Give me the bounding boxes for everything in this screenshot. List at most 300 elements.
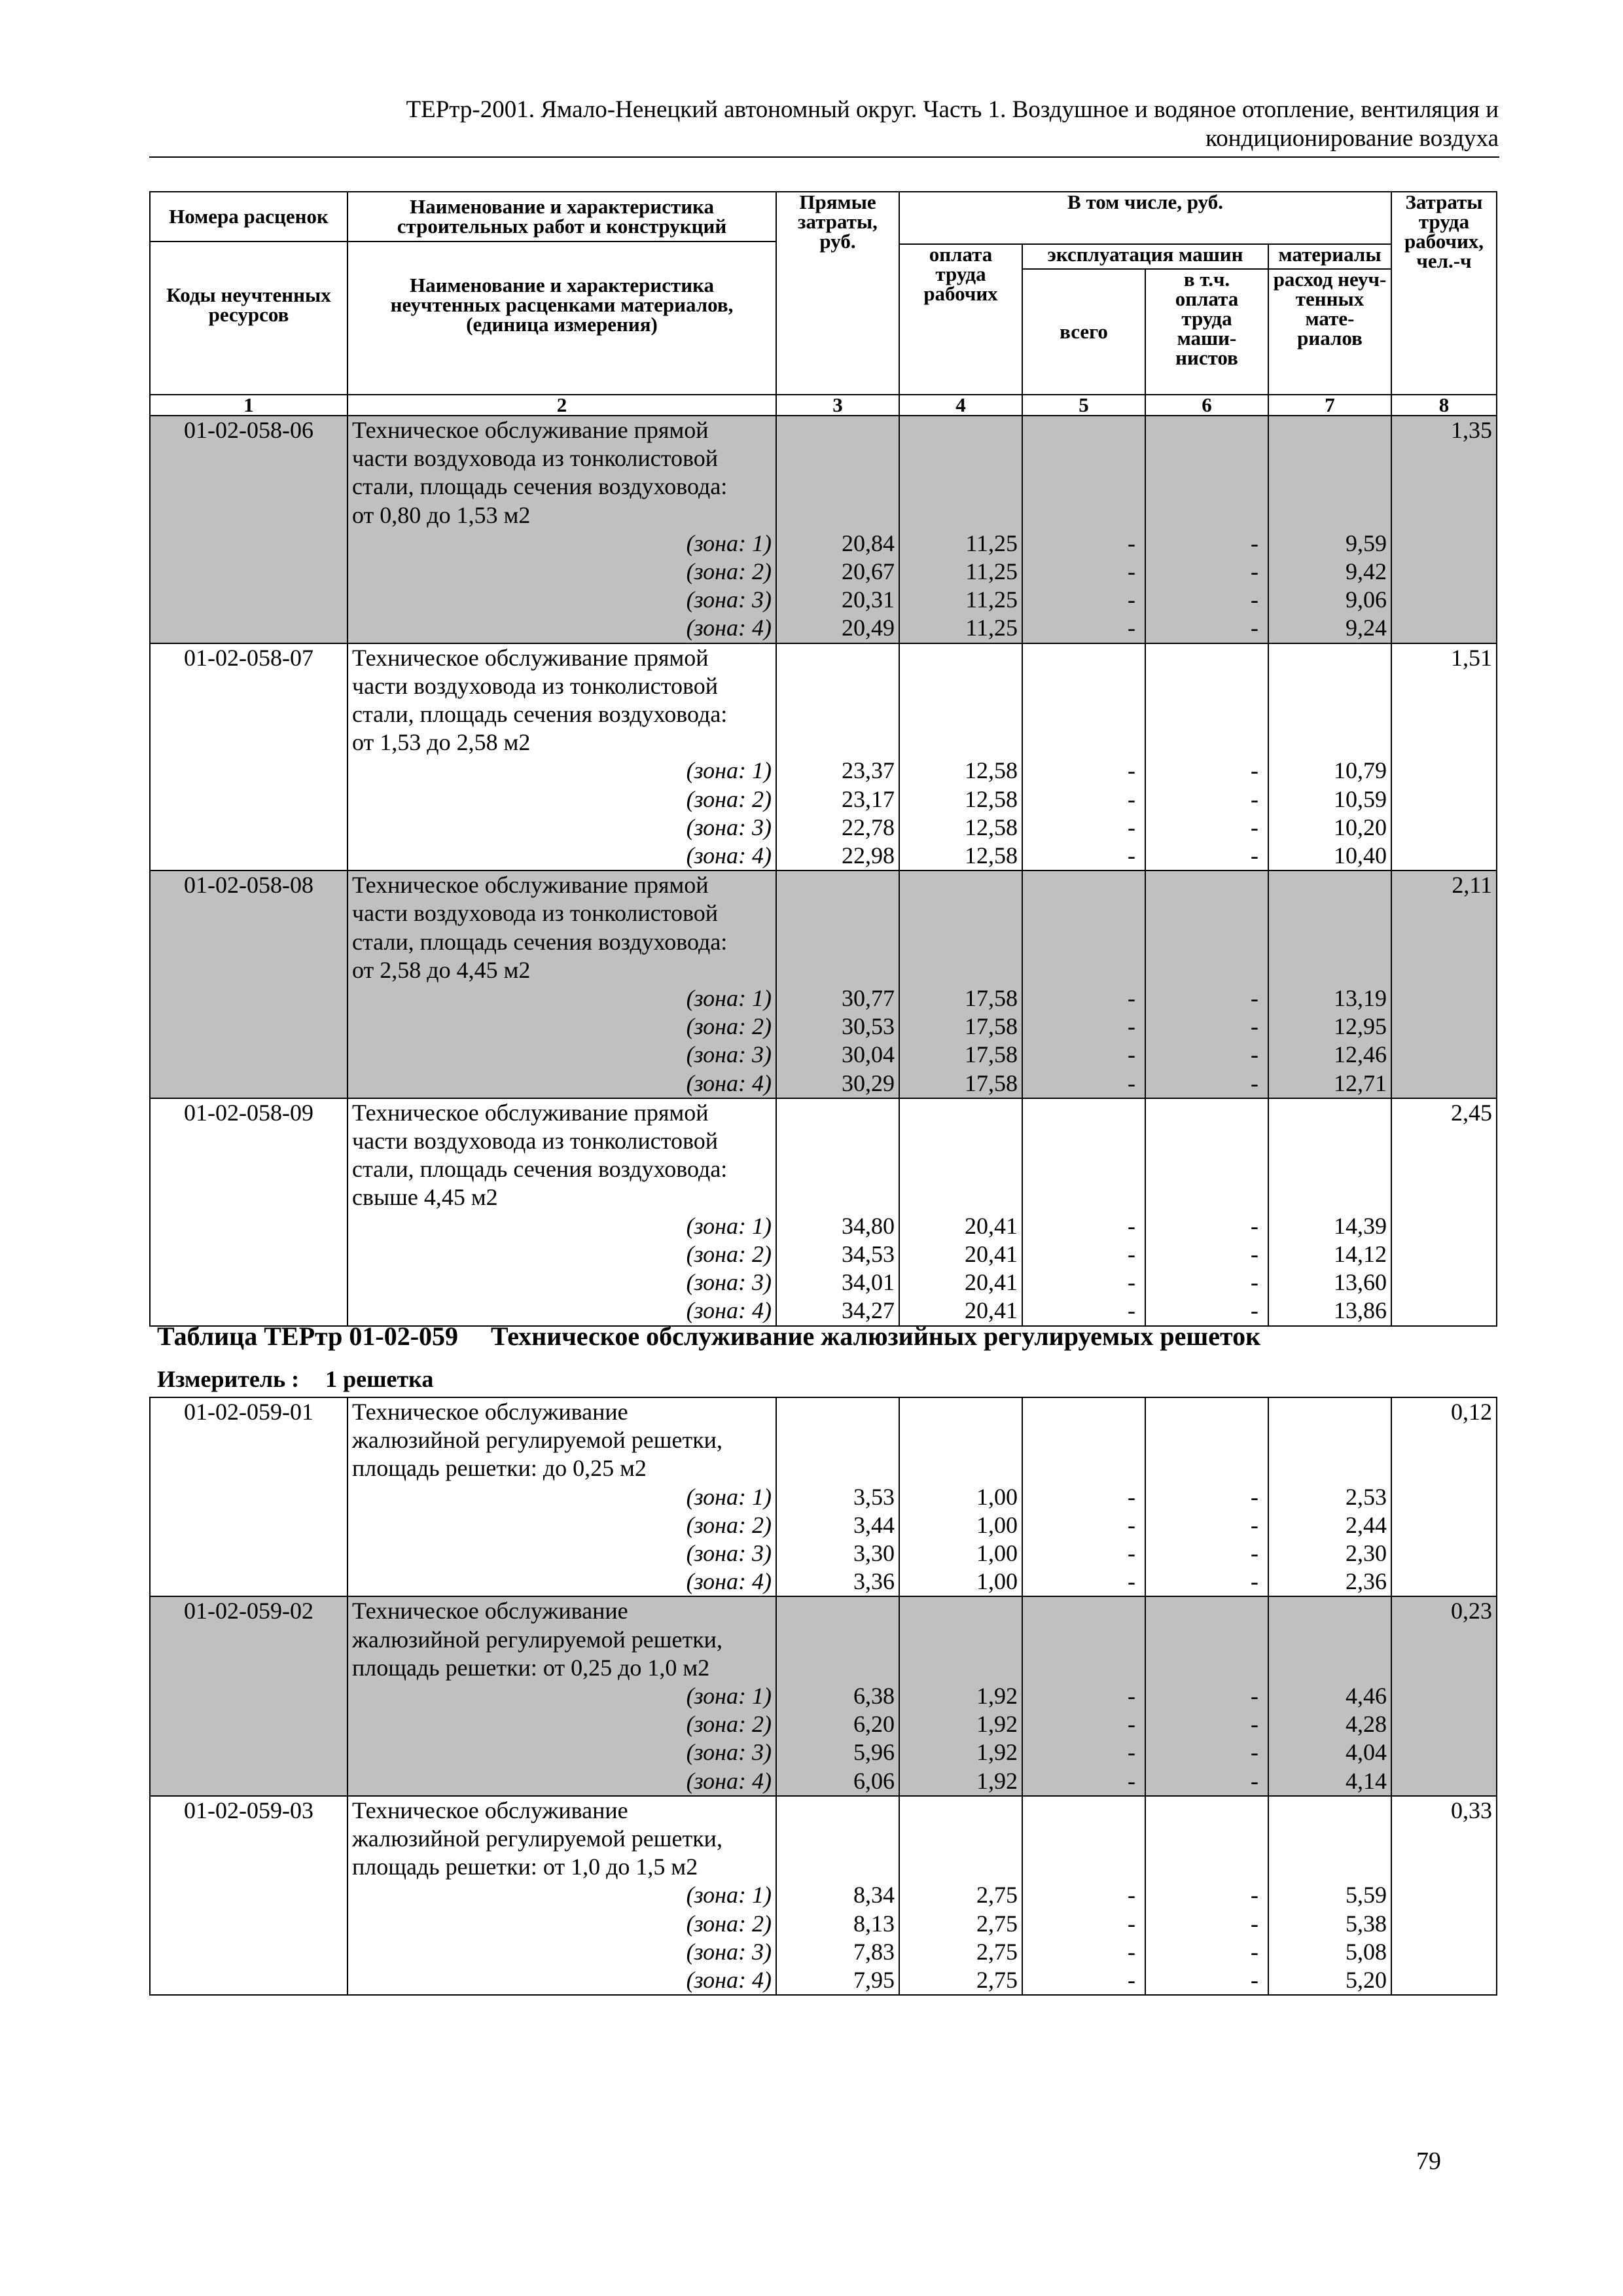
empty-cell <box>1391 814 1497 842</box>
zone-label: (зона: 4) <box>348 1297 776 1325</box>
materials-cost: 12,46 <box>1268 1041 1391 1069</box>
zone-label: (зона: 2) <box>348 1240 776 1268</box>
machines-total: - <box>1022 1511 1145 1539</box>
machines-total: - <box>1022 1738 1145 1767</box>
work-description: площадь решетки: до 0,25 м2 <box>348 1454 776 1482</box>
worker-pay: 11,25 <box>899 586 1022 614</box>
empty-cell <box>1268 672 1391 700</box>
empty-cell <box>776 1796 899 1825</box>
work-description: от 1,53 до 2,58 м2 <box>348 728 776 757</box>
zone-label: (зона: 2) <box>348 1511 776 1539</box>
direct-cost: 30,53 <box>776 1013 899 1041</box>
worker-pay: 17,58 <box>899 1013 1022 1041</box>
operator-pay: - <box>1145 529 1268 558</box>
empty-cell <box>776 501 899 529</box>
operator-pay: - <box>1145 1938 1268 1966</box>
table-row <box>150 586 1497 614</box>
empty-cell <box>150 928 348 956</box>
empty-cell <box>776 1626 899 1654</box>
col-header-work-name: Наименование и характеристика строительных работ и конструкций <box>348 192 776 242</box>
empty-cell <box>776 728 899 757</box>
empty-cell <box>150 1682 348 1710</box>
work-description: части воздуховода из тонколистовой <box>348 672 776 700</box>
machines-total: - <box>1022 1013 1145 1041</box>
empty-cell <box>1268 728 1391 757</box>
empty-cell <box>1391 586 1497 614</box>
empty-cell <box>1145 956 1268 984</box>
empty-cell <box>150 757 348 785</box>
empty-cell <box>1391 1483 1497 1511</box>
empty-cell <box>1391 728 1497 757</box>
empty-cell <box>1145 1098 1268 1127</box>
empty-cell <box>150 1853 348 1881</box>
empty-cell <box>1022 501 1145 529</box>
empty-cell <box>1391 1626 1497 1654</box>
col-header-including: В том числе, руб. <box>899 192 1391 244</box>
table-row <box>150 1098 1497 1127</box>
zone-label: (зона: 1) <box>348 529 776 558</box>
empty-cell <box>776 1397 899 1426</box>
empty-cell <box>776 416 899 444</box>
empty-cell <box>150 1212 348 1240</box>
empty-cell <box>1268 501 1391 529</box>
empty-cell <box>776 700 899 728</box>
empty-cell <box>1145 416 1268 444</box>
empty-cell <box>1022 870 1145 899</box>
table-row <box>150 984 1497 1013</box>
operator-pay: - <box>1145 1511 1268 1539</box>
materials-cost: 10,59 <box>1268 785 1391 814</box>
empty-cell <box>1391 1069 1497 1098</box>
empty-cell <box>776 928 899 956</box>
worker-pay: 11,25 <box>899 614 1022 643</box>
empty-cell <box>1391 1183 1497 1211</box>
direct-cost: 30,29 <box>776 1069 899 1098</box>
empty-cell <box>1391 1568 1497 1596</box>
table-row <box>150 473 1497 501</box>
table-row <box>150 416 1497 444</box>
section-title <box>157 1321 1260 1352</box>
table-row <box>150 1825 1497 1853</box>
empty-cell <box>1022 1454 1145 1482</box>
table-row <box>150 1397 1497 1426</box>
empty-cell <box>150 1069 348 1098</box>
zone-label: (зона: 3) <box>348 1041 776 1069</box>
empty-cell <box>1391 1155 1497 1183</box>
machines-total: - <box>1022 1539 1145 1568</box>
empty-cell <box>776 899 899 927</box>
empty-cell <box>1145 1454 1268 1482</box>
table-header <box>150 192 1497 416</box>
table-row <box>150 700 1497 728</box>
table-row <box>150 1268 1497 1297</box>
empty-cell <box>899 1397 1022 1426</box>
materials-cost: 4,14 <box>1268 1767 1391 1796</box>
table-row <box>150 1240 1497 1268</box>
materials-cost: 9,42 <box>1268 558 1391 586</box>
col-num-4: 4 <box>899 395 1022 416</box>
empty-cell <box>899 1426 1022 1454</box>
work-description: Техническое обслуживание <box>348 1796 776 1825</box>
work-description: жалюзийной регулируемой решетки, <box>348 1626 776 1654</box>
table-row <box>150 1738 1497 1767</box>
worker-pay: 12,58 <box>899 814 1022 842</box>
empty-cell <box>1391 1654 1497 1682</box>
empty-cell <box>150 558 348 586</box>
empty-cell <box>899 1596 1022 1625</box>
empty-cell <box>1022 956 1145 984</box>
labor-cost: 0,12 <box>1391 1397 1497 1426</box>
zone-label: (зона: 3) <box>348 1938 776 1966</box>
empty-cell <box>150 1268 348 1297</box>
table-row <box>150 1910 1497 1938</box>
empty-cell <box>1145 501 1268 529</box>
machines-total: - <box>1022 1268 1145 1297</box>
col-num-2: 2 <box>348 395 776 416</box>
table-row <box>150 1127 1497 1155</box>
empty-cell <box>150 1738 348 1767</box>
empty-cell <box>1391 842 1497 870</box>
machines-total: - <box>1022 1910 1145 1938</box>
machines-total: - <box>1022 984 1145 1013</box>
worker-pay: 2,75 <box>899 1966 1022 1995</box>
direct-cost: 8,13 <box>776 1910 899 1938</box>
materials-cost: 14,12 <box>1268 1240 1391 1268</box>
empty-cell <box>899 870 1022 899</box>
worker-pay: 1,00 <box>899 1511 1022 1539</box>
direct-cost: 20,67 <box>776 558 899 586</box>
empty-cell <box>776 1098 899 1127</box>
machines-total: - <box>1022 842 1145 870</box>
operator-pay: - <box>1145 1710 1268 1738</box>
materials-cost: 10,40 <box>1268 842 1391 870</box>
empty-cell <box>1268 899 1391 927</box>
col-header-labor-costs: Затраты труда рабочих, чел.-ч <box>1391 192 1497 395</box>
machines-total: - <box>1022 1297 1145 1325</box>
work-description: Техническое обслуживание <box>348 1397 776 1426</box>
operator-pay: - <box>1145 1966 1268 1995</box>
table-row <box>150 899 1497 927</box>
machines-total: - <box>1022 614 1145 643</box>
empty-cell <box>1391 1013 1497 1041</box>
empty-cell <box>776 1825 899 1853</box>
table-row <box>150 1710 1497 1738</box>
empty-cell <box>776 473 899 501</box>
empty-cell <box>1145 1654 1268 1682</box>
table-row <box>150 956 1497 984</box>
worker-pay: 12,58 <box>899 785 1022 814</box>
machines-total: - <box>1022 1710 1145 1738</box>
section-table-id: Таблица ТЕРтр 01-02-059 <box>157 1321 459 1351</box>
col-header-materials-group: материалы <box>1268 244 1391 269</box>
empty-cell <box>776 1596 899 1625</box>
direct-cost: 8,34 <box>776 1881 899 1909</box>
table-row <box>150 1069 1497 1098</box>
col-header-operator-pay: в т.ч. оплата труда маши-нистов <box>1145 269 1268 395</box>
table-row <box>150 1426 1497 1454</box>
empty-cell <box>150 1426 348 1454</box>
labor-cost: 1,51 <box>1391 643 1497 672</box>
direct-cost: 3,44 <box>776 1511 899 1539</box>
col-num-6: 6 <box>1145 395 1268 416</box>
table-row <box>150 1539 1497 1568</box>
worker-pay: 1,92 <box>899 1738 1022 1767</box>
worker-pay: 2,75 <box>899 1881 1022 1909</box>
empty-cell <box>1391 1910 1497 1938</box>
table-row <box>150 928 1497 956</box>
empty-cell <box>776 1426 899 1454</box>
worker-pay: 12,58 <box>899 757 1022 785</box>
empty-cell <box>150 473 348 501</box>
worker-pay: 2,75 <box>899 1910 1022 1938</box>
direct-cost: 23,37 <box>776 757 899 785</box>
operator-pay: - <box>1145 814 1268 842</box>
materials-cost: 4,46 <box>1268 1682 1391 1710</box>
work-description: стали, площадь сечения воздуховода: <box>348 928 776 956</box>
table-row <box>150 558 1497 586</box>
zone-label: (зона: 4) <box>348 842 776 870</box>
materials-cost: 9,24 <box>1268 614 1391 643</box>
operator-pay: - <box>1145 1881 1268 1909</box>
empty-cell <box>1391 956 1497 984</box>
empty-cell <box>150 501 348 529</box>
table-row <box>150 1212 1497 1240</box>
empty-cell <box>1391 1212 1497 1240</box>
empty-cell <box>150 1568 348 1596</box>
work-description: от 2,58 до 4,45 м2 <box>348 956 776 984</box>
col-num-5: 5 <box>1022 395 1145 416</box>
empty-cell <box>150 1511 348 1539</box>
empty-cell <box>1391 1938 1497 1966</box>
worker-pay: 1,00 <box>899 1539 1022 1568</box>
empty-cell <box>1391 1426 1497 1454</box>
col-header-resource-codes: Коды неучтенных ресурсов <box>166 283 331 326</box>
direct-cost: 30,77 <box>776 984 899 1013</box>
empty-cell <box>1268 643 1391 672</box>
worker-pay: 11,25 <box>899 558 1022 586</box>
empty-cell <box>899 1127 1022 1155</box>
empty-cell <box>776 1127 899 1155</box>
empty-cell <box>1391 1454 1497 1482</box>
table-row <box>150 1626 1497 1654</box>
machines-total: - <box>1022 1483 1145 1511</box>
empty-cell <box>150 1654 348 1682</box>
materials-cost: 2,44 <box>1268 1511 1391 1539</box>
empty-cell <box>1391 1853 1497 1881</box>
zone-label: (зона: 2) <box>348 785 776 814</box>
empty-cell <box>899 672 1022 700</box>
header-divider <box>149 156 1499 158</box>
empty-cell <box>1145 899 1268 927</box>
empty-cell <box>150 1013 348 1041</box>
rate-code: 01-02-058-07 <box>150 643 348 672</box>
col-header-direct-costs: Прямые затраты, руб. <box>776 192 899 395</box>
empty-cell <box>1022 1183 1145 1211</box>
empty-cell <box>150 814 348 842</box>
empty-cell <box>150 1539 348 1568</box>
meter-line <box>157 1365 433 1393</box>
materials-cost: 13,60 <box>1268 1268 1391 1297</box>
worker-pay: 20,41 <box>899 1240 1022 1268</box>
direct-cost: 23,17 <box>776 785 899 814</box>
empty-cell <box>899 728 1022 757</box>
empty-cell <box>1268 1853 1391 1881</box>
work-description: жалюзийной регулируемой решетки, <box>348 1825 776 1853</box>
table-row <box>150 529 1497 558</box>
table-row <box>150 1183 1497 1211</box>
table-row <box>150 1568 1497 1596</box>
empty-cell <box>1391 1710 1497 1738</box>
empty-cell <box>776 1853 899 1881</box>
column-numbers-row <box>150 395 1497 416</box>
empty-cell <box>899 501 1022 529</box>
empty-cell <box>1391 785 1497 814</box>
materials-cost: 10,79 <box>1268 757 1391 785</box>
zone-label: (зона: 1) <box>348 1483 776 1511</box>
direct-cost: 3,30 <box>776 1539 899 1568</box>
empty-cell <box>150 1966 348 1995</box>
empty-cell <box>1145 1825 1268 1853</box>
rate-code: 01-02-058-09 <box>150 1098 348 1127</box>
zone-label: (зона: 1) <box>348 1682 776 1710</box>
zone-label: (зона: 4) <box>348 1568 776 1596</box>
empty-cell <box>1022 1853 1145 1881</box>
empty-cell <box>899 416 1022 444</box>
empty-cell <box>150 1454 348 1482</box>
empty-cell <box>150 984 348 1013</box>
empty-cell <box>776 444 899 473</box>
empty-cell <box>1391 1966 1497 1995</box>
empty-cell <box>150 1483 348 1511</box>
table-row <box>150 1881 1497 1909</box>
table-row <box>150 842 1497 870</box>
work-description: части воздуховода из тонколистовой <box>348 444 776 473</box>
empty-cell <box>776 870 899 899</box>
empty-cell <box>1391 984 1497 1013</box>
machines-total: - <box>1022 1212 1145 1240</box>
operator-pay: - <box>1145 1738 1268 1767</box>
empty-cell <box>1391 1682 1497 1710</box>
empty-cell <box>1391 672 1497 700</box>
empty-cell <box>1268 1454 1391 1482</box>
materials-cost: 13,86 <box>1268 1297 1391 1325</box>
direct-cost: 7,95 <box>776 1966 899 1995</box>
empty-cell <box>899 899 1022 927</box>
empty-cell <box>1391 1738 1497 1767</box>
empty-cell <box>1145 1397 1268 1426</box>
empty-cell <box>776 1155 899 1183</box>
direct-cost: 6,20 <box>776 1710 899 1738</box>
table-row <box>150 1966 1497 1995</box>
empty-cell <box>1022 473 1145 501</box>
table-row <box>150 1041 1497 1069</box>
empty-cell <box>1268 416 1391 444</box>
empty-cell <box>1268 870 1391 899</box>
machines-total: - <box>1022 1767 1145 1796</box>
empty-cell <box>1391 1511 1497 1539</box>
empty-cell <box>776 1454 899 1482</box>
worker-pay: 2,75 <box>899 1938 1022 1966</box>
empty-cell <box>1022 1127 1145 1155</box>
direct-cost: 3,53 <box>776 1483 899 1511</box>
worker-pay: 17,58 <box>899 984 1022 1013</box>
empty-cell <box>150 1825 348 1853</box>
empty-cell <box>1391 444 1497 473</box>
empty-cell <box>1268 1426 1391 1454</box>
empty-cell <box>1022 700 1145 728</box>
materials-cost: 4,28 <box>1268 1710 1391 1738</box>
empty-cell <box>899 1626 1022 1654</box>
meter-label: Измеритель : <box>157 1366 300 1392</box>
empty-cell <box>1268 1654 1391 1682</box>
operator-pay: - <box>1145 842 1268 870</box>
materials-cost: 4,04 <box>1268 1738 1391 1767</box>
direct-cost: 3,36 <box>776 1568 899 1596</box>
col-header-cell-2 <box>348 192 776 395</box>
empty-cell <box>1391 1825 1497 1853</box>
empty-cell <box>776 1654 899 1682</box>
empty-cell <box>899 1825 1022 1853</box>
empty-cell <box>150 956 348 984</box>
empty-cell <box>150 842 348 870</box>
empty-cell <box>150 785 348 814</box>
empty-cell <box>1268 444 1391 473</box>
worker-pay: 1,92 <box>899 1767 1022 1796</box>
empty-cell <box>1022 728 1145 757</box>
empty-cell <box>150 1041 348 1069</box>
empty-cell <box>1268 1626 1391 1654</box>
empty-cell <box>776 672 899 700</box>
empty-cell <box>1391 1240 1497 1268</box>
empty-cell <box>1145 1426 1268 1454</box>
worker-pay: 20,41 <box>899 1297 1022 1325</box>
empty-cell <box>150 1127 348 1155</box>
empty-cell <box>1022 1796 1145 1825</box>
operator-pay: - <box>1145 614 1268 643</box>
worker-pay: 20,41 <box>899 1268 1022 1297</box>
operator-pay: - <box>1145 1212 1268 1240</box>
table-row <box>150 870 1497 899</box>
empty-cell <box>899 956 1022 984</box>
table-row <box>150 672 1497 700</box>
table-row <box>150 643 1497 672</box>
col-num-3: 3 <box>776 395 899 416</box>
table-row <box>150 501 1497 529</box>
zone-label: (зона: 1) <box>348 1212 776 1240</box>
worker-pay: 1,92 <box>899 1710 1022 1738</box>
labor-cost: 0,33 <box>1391 1796 1497 1825</box>
empty-cell <box>1145 928 1268 956</box>
empty-cell <box>1145 728 1268 757</box>
operator-pay: - <box>1145 1268 1268 1297</box>
empty-cell <box>1391 529 1497 558</box>
empty-cell <box>899 1853 1022 1881</box>
empty-cell <box>1268 473 1391 501</box>
empty-cell <box>150 1767 348 1796</box>
rate-code: 01-02-058-08 <box>150 870 348 899</box>
empty-cell <box>776 1183 899 1211</box>
direct-cost: 22,98 <box>776 842 899 870</box>
empty-cell <box>899 643 1022 672</box>
empty-cell <box>1268 1183 1391 1211</box>
col-num-1: 1 <box>150 395 348 416</box>
materials-cost: 12,95 <box>1268 1013 1391 1041</box>
table-body-059 <box>150 1397 1497 1995</box>
operator-pay: - <box>1145 785 1268 814</box>
table-row <box>150 728 1497 757</box>
direct-cost: 6,38 <box>776 1682 899 1710</box>
materials-cost: 14,39 <box>1268 1212 1391 1240</box>
